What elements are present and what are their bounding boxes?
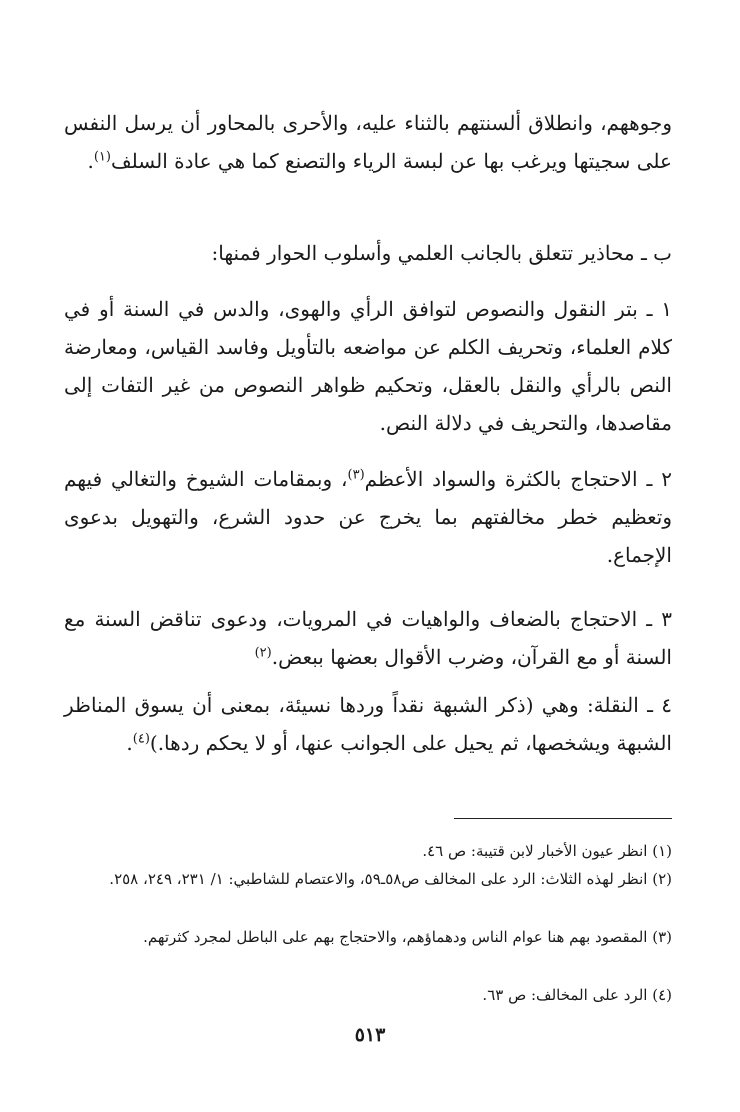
paragraph-end: . [87,149,94,173]
footnote-ref-2[interactable]: (٢) [254,645,272,661]
list-item-4 [64,686,672,762]
list-item-text: ، وبمقامات الشيوخ والتغالي فيهم وتعظيم خطر مخالفتهم بما يخرج عن حدود الشرع، والتهويل بدعوى الإجماع. [64,467,672,567]
list-item-2 [64,460,672,574]
footnote-1: (١) انظر عيون الأخبار لابن قتيبة: ص ٤٦. [422,842,672,860]
paragraph-text: وجوههم، وانطلاق ألسنتهم بالثناء عليه، والأحرى بالمحاور أن يرسل النفس على سجيتها ويرغب بها عن لبسة الرياء والتصنع كما هي عادة السلف [64,111,672,173]
footnote-3: (٣) المقصود بهم هنا عوام الناس ودهماؤهم، والاحتجاج بهم على الباطل لمجرد كثرتهم. [143,928,672,946]
page-number: ٥١٣ [354,1024,386,1046]
list-item-1: ١ ـ بتر النقول والنصوص لتوافق الرأي والهوى، والدس في السنة أو في كلام العلماء، وتحريف الكلم عن مواضعه بالتأويل وفاسد القياس، ومعارضة النص بالرأي والنقل بالعقل، وتحكيم ظواهر النصوص من غير التفات إلى مقاصدها، والتحريف في دلالة النص. [64,297,673,435]
list-item-3 [64,600,672,676]
footnote-ref-4[interactable]: (٤) [132,731,150,747]
list-item-text: ٢ ـ الاحتجاج بالكثرة والسواد الأعظم [364,467,673,491]
footnote-ref-1[interactable]: (١) [93,149,111,165]
footnote-ref-3[interactable]: (٣) [347,467,365,483]
list-item-text: ٤ ـ النقلة: وهي (ذكر الشبهة نقداً وردها نسيئة، بمعنى أن يسوق المناظر الشبهة ويشخصها، ثم يحيل على الجوانب عنها، أو لا يحكم ردها.) [64,693,672,755]
paragraph-continuation [64,104,672,180]
footnote-divider [454,818,672,819]
footnote-4: (٤) الرد على المخالف: ص ٦٣. [482,986,672,1004]
footnote-2: (٢) انظر لهذه الثلاث: الرد على المخالف ص٥٨ـ٥٩، والاعتصام للشاطبي: ١/ ٢٣١، ٢٤٩، ٢٥٨. [109,870,672,888]
list-item-text: ٣ ـ الاحتجاج بالضعاف والواهيات في المرويات، ودعوى تناقض السنة مع السنة أو مع القرآن، وضرب الأقوال بعضها ببعض. [64,607,672,669]
section-heading-b: ب ـ محاذير تتعلق بالجانب العلمي وأسلوب الحوار فمنها: [211,241,672,265]
list-item-end: . [126,731,133,755]
